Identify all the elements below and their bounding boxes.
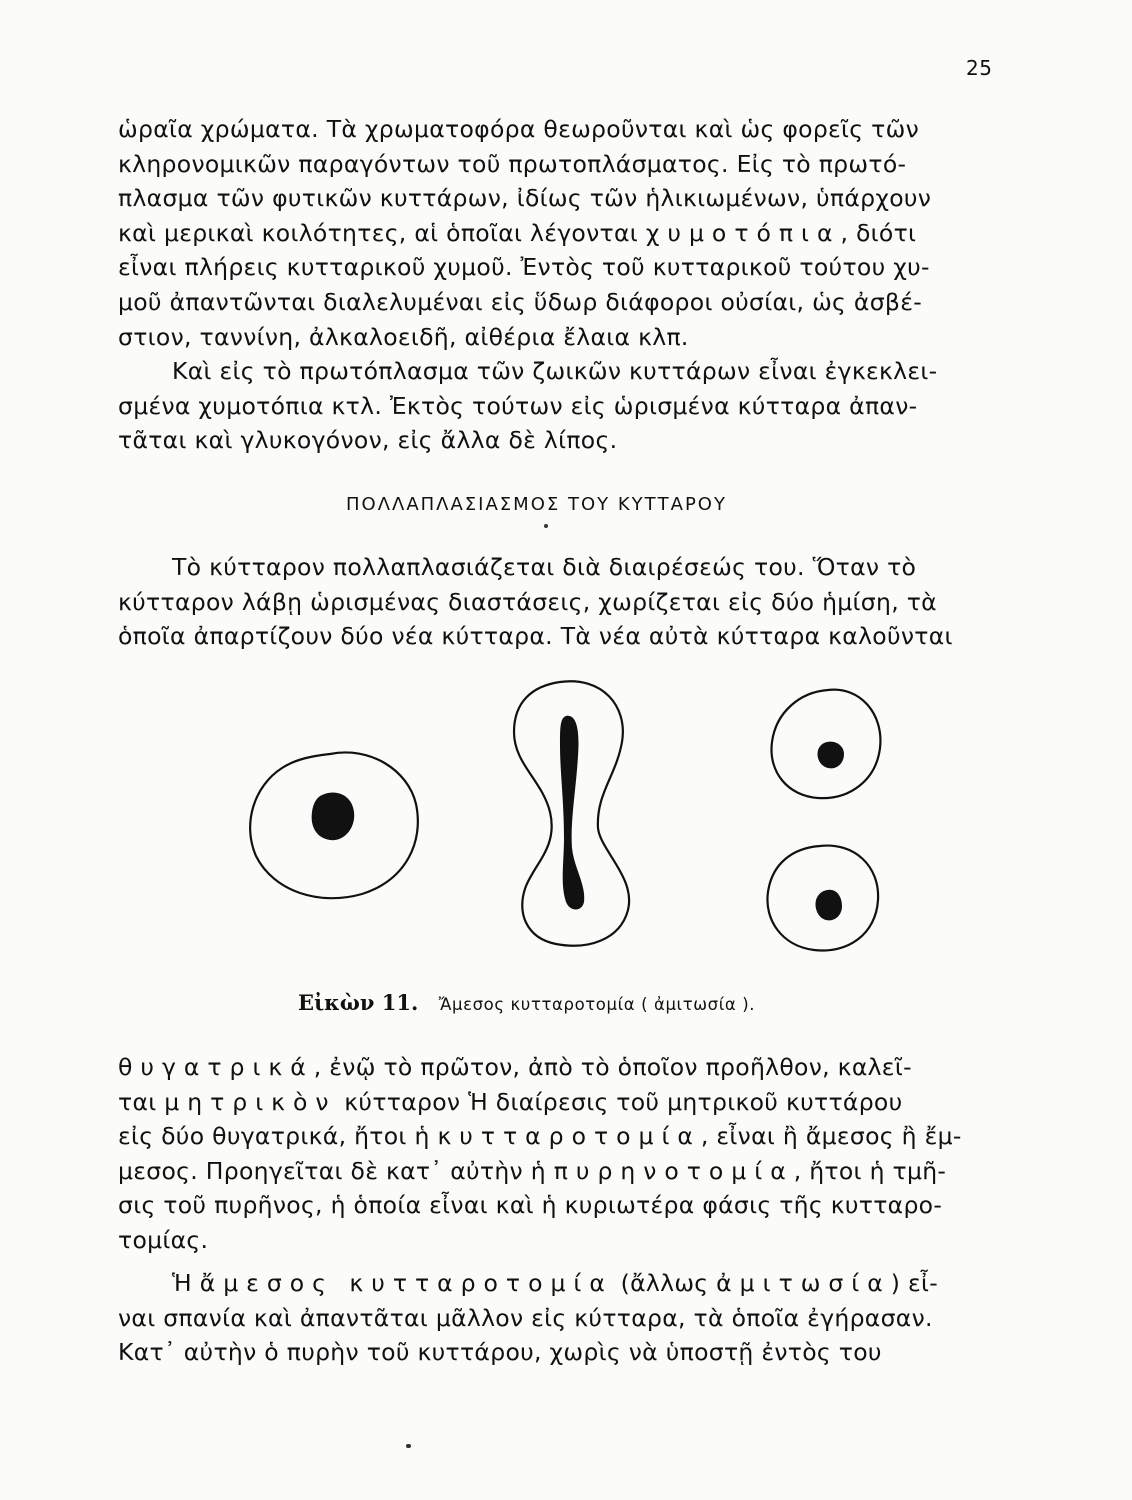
text-line: στιον, ταννίνη, ἀλκαλοειδῆ, αἰθέρια ἔλαια κλπ. bbox=[118, 322, 689, 351]
text-line: πλασμα τῶν φυτικῶν κυττάρων, ἰδίως τῶν ἡλικιωμένων, ὑπάρχουν bbox=[118, 184, 932, 213]
text-line: κύτταρον λάβῃ ὡρισμένας διαστάσεις, χωρίζεται εἰς δύο ἡμίση, τὰ bbox=[118, 587, 937, 616]
paragraph-4 bbox=[118, 1050, 998, 1258]
ink-speck bbox=[406, 1444, 411, 1448]
paragraph-1 bbox=[118, 112, 998, 354]
text-segment: , ἐνῷ τὸ πρῶτον, ἀπὸ τὸ ὁποῖον προῆλθον, καλεῖ- bbox=[313, 1053, 912, 1081]
text-line: μοῦ ἀπαντῶνται διαλελυμέναι εἰς ὕδωρ διάφοροι οὐσίαι, ὡς ἀσβέ- bbox=[118, 287, 922, 316]
text-line bbox=[118, 1154, 998, 1189]
mother-cell-nucleus bbox=[312, 793, 355, 841]
text-segment: κύτταρον Ἡ διαίρεσις τοῦ μητρικοῦ κυττάρου bbox=[344, 1087, 903, 1116]
spaced-term: ἄμεσος κυτταροτομία bbox=[199, 1269, 613, 1297]
paragraph-2 bbox=[118, 354, 998, 458]
spaced-term: κυτταροτομία bbox=[437, 1122, 701, 1151]
text-line: Καὶ εἰς τὸ πρωτόπλασμα τῶν ζωικῶν κυττάρων εἶναι ἐγκεκλει- bbox=[172, 357, 938, 385]
spaced-term: μητρικὸν bbox=[164, 1087, 337, 1116]
text-segment: εἰς δύο θυγατρικά, ἤτοι ἡ bbox=[118, 1122, 430, 1151]
dividing-nucleus bbox=[560, 716, 584, 910]
spaced-term: χυμοτόπια bbox=[645, 218, 841, 247]
text-segment: , εἶναι ἢ ἄμεσος ἢ ἔμ- bbox=[700, 1122, 962, 1151]
paragraph-5 bbox=[118, 1266, 998, 1370]
page-number: 25 bbox=[966, 56, 993, 80]
figure-label: Εἰκὼν 11. bbox=[298, 990, 419, 1015]
text-line bbox=[118, 216, 998, 251]
text-line bbox=[118, 1050, 998, 1085]
text-segment: Ἡ bbox=[172, 1269, 192, 1297]
spaced-term: ἀμιτωσία bbox=[716, 1269, 891, 1297]
text-segment: , διότι bbox=[840, 218, 917, 247]
daughter-nucleus-lower bbox=[815, 890, 842, 921]
daughter-nucleus-upper bbox=[817, 742, 844, 769]
text-line: σις τοῦ πυρῆνος, ἡ ὁποία εἶναι καὶ ἡ κυριωτέρα φάσις τῆς κυτταρο- bbox=[118, 1191, 943, 1220]
paragraph-3 bbox=[118, 550, 998, 654]
text-line: ὡραῖα χρώματα. Τὰ χρωματοφόρα θεωροῦνται καὶ ὡς φορεῖς τῶν bbox=[118, 115, 920, 143]
text-segment: ) εἶ- bbox=[890, 1269, 939, 1297]
text-segment: μεσος. Προηγεῖται δὲ κατ᾽ αὐτὴν ἡ bbox=[118, 1156, 546, 1185]
text-line bbox=[118, 1266, 998, 1301]
amitosis-figure bbox=[230, 672, 890, 952]
text-line: τομίας. bbox=[118, 1225, 209, 1254]
text-segment: , ἤτοι ἡ τμῆ- bbox=[793, 1156, 947, 1185]
text-line: κληρονομικῶν παραγόντων τοῦ πρωτοπλάσματος. Εἰς τὸ πρωτό- bbox=[118, 149, 907, 178]
text-segment: (ἄλλως bbox=[620, 1269, 709, 1297]
ink-speck bbox=[544, 524, 548, 528]
spaced-term: πυρηνοτομία bbox=[553, 1156, 794, 1185]
figure-caption bbox=[298, 990, 755, 1015]
text-line: σμένα χυμοτόπια κτλ. Ἐκτὸς τούτων εἰς ὡρισμένα κύτταρα ἀπαν- bbox=[118, 391, 918, 420]
text-line: Τὸ κύτταρον πολλαπλασιάζεται διὰ διαιρέσεώς του. Ὅταν τὸ bbox=[172, 553, 917, 581]
text-line: Κατ᾽ αὐτὴν ὁ πυρὴν τοῦ κυττάρου, χωρὶς νὰ ὑποστῇ ἐντὸς του bbox=[118, 1338, 882, 1367]
text-segment: καὶ μερικαὶ κοιλότητες, αἱ ὁποῖαι λέγονται bbox=[118, 218, 639, 247]
text-line: ναι σπανία καὶ ἀπαντᾶται μᾶλλον εἰς κύτταρα, τὰ ὁποῖα ἐγήρασαν. bbox=[118, 1303, 933, 1332]
text-line: εἶναι πλήρεις κυτταρικοῦ χυμοῦ. Ἐντὸς τοῦ κυτταρικοῦ τούτου χυ- bbox=[118, 253, 930, 282]
text-line bbox=[118, 1085, 998, 1120]
text-line: τᾶται καὶ γλυκογόνον, εἰς ἄλλα δὲ λίπος. bbox=[118, 426, 618, 455]
text-segment: ται bbox=[118, 1087, 157, 1116]
section-heading: ΠΟΛΛΑΠΛΑΣΙΑΣΜΟΣ ΤΟΥ ΚΥΤΤΑΡΟΥ bbox=[346, 494, 727, 515]
spaced-term: θυγατρικά bbox=[118, 1053, 314, 1081]
figure-caption-text: Ἄμεσος κυτταροτομία ( ἀμιτωσία ). bbox=[438, 995, 756, 1014]
text-line: ὁποῖα ἀπαρτίζουν δύο νέα κύτταρα. Τὰ νέα αὐτὰ κύτταρα καλοῦνται bbox=[118, 622, 953, 651]
text-line bbox=[118, 1119, 998, 1154]
